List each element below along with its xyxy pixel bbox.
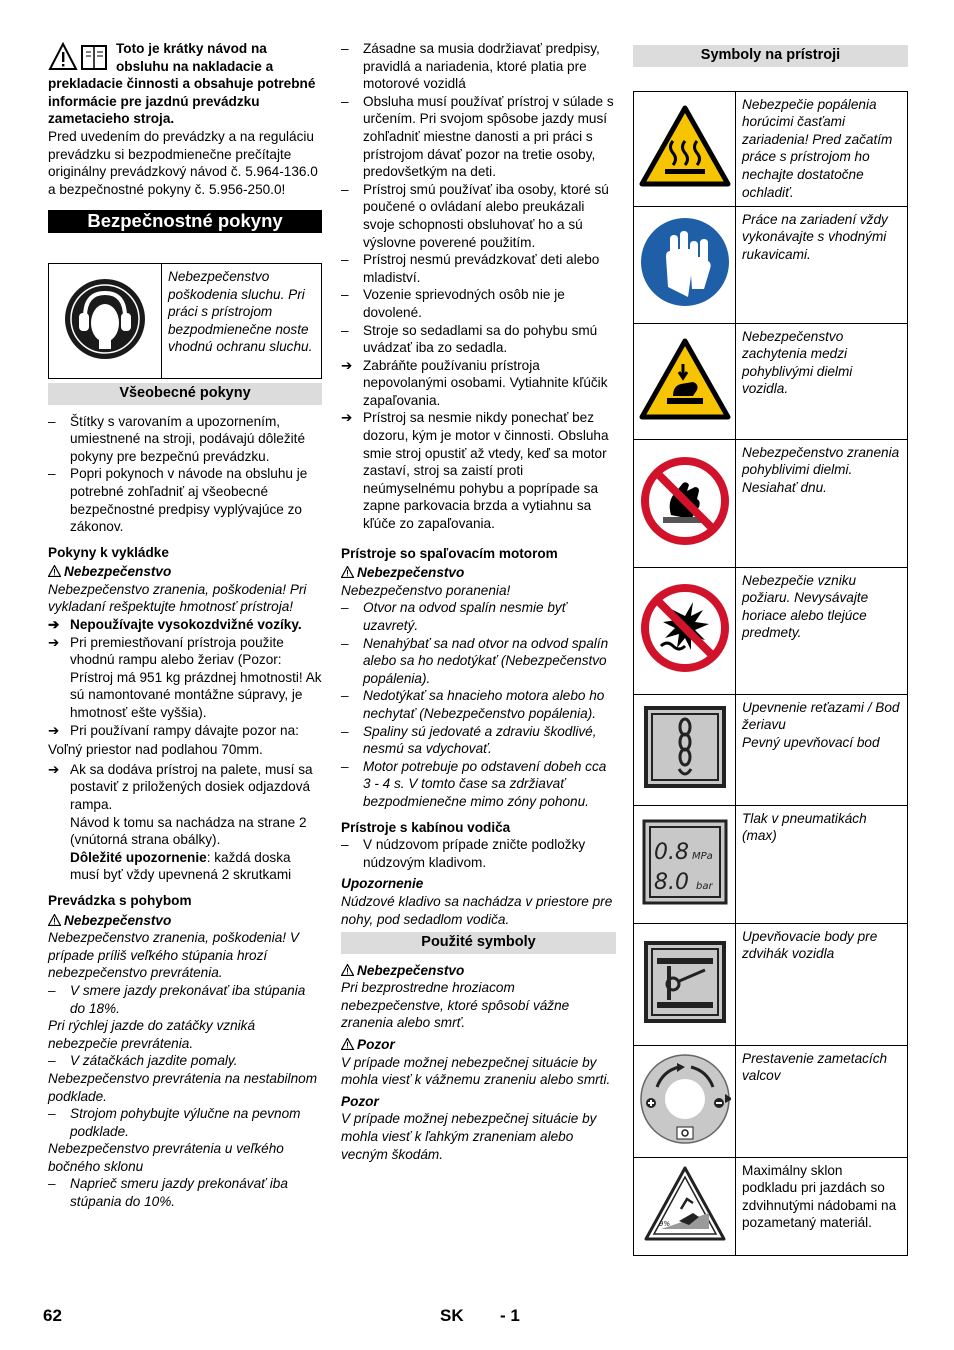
operation-text-2: Pri rýchlej jazde do zatáčky vzniká nebezpečie prevrátenia. bbox=[48, 1018, 256, 1051]
operation-dash-2: – V zátačkách jazdite pomaly. bbox=[48, 1052, 322, 1070]
cab-title: Prístroje s kabínou vodiča bbox=[341, 819, 511, 835]
symbol-text-crush: Nebezpečenstvo zachytenia medzi pohyblivými dielmi vozidla. bbox=[736, 323, 908, 439]
cab-note-title: Upozornenie bbox=[341, 876, 424, 892]
general-item-1: – Štítky s varovaním a upozornením, umiestnené na stroji, podávajú dôležité pokyny pre bezpečnú prevádzku. bbox=[48, 413, 322, 466]
engine-title: Prístroje so spaľovacím motorom bbox=[341, 545, 558, 561]
slope-label: 9% bbox=[658, 1219, 670, 1228]
warning-icon bbox=[341, 566, 354, 578]
engine-text: Nebezpečenstvo poranenia! bbox=[341, 582, 511, 598]
symbol-danger-text: Pri bezprostredne hroziacom nebezpečenstve, ktoré spôsobí vážne zranenia alebo smrť. bbox=[341, 980, 570, 1031]
warning-icon bbox=[341, 1038, 354, 1050]
operation-text-1: Nebezpečenstvo zranenia, poškodenia! V prípade príliš veľkého stúpania hrozí nebezpečenstvo prevrátenia. bbox=[48, 930, 299, 981]
operation-text-3: Nebezpečenstvo prevrátenia na nestabilnom podklade. bbox=[48, 1070, 318, 1104]
column-1 bbox=[48, 40, 322, 1211]
unloading-step-2: ➔ Pri premiestňovaní prístroja použite vhodnú rampu alebo žeriav (Pozor: Prístroj má 951 kg prázdnej hmotnosti! Ak sú namontované montážne súpravy, je hmotnosť ešte vyššia). bbox=[48, 634, 322, 722]
engine-item-5: – Motor potrebuje po odstavení dobeh cca 3 - 4 s. V tomto čase sa zdržiavať bezpodmienečne mimo zóny pohonu. bbox=[341, 758, 616, 811]
operation-dash-4: – Naprieč smeru jazdy prekonávať iba stúpania do 10%. bbox=[48, 1175, 322, 1210]
no-burning-objects-icon bbox=[639, 582, 731, 674]
intro bbox=[48, 40, 322, 198]
engine-item-4: – Spaliny sú jedovaté a zdraviu škodlivé, nesmú sa vdychovať. bbox=[341, 723, 616, 758]
rule-item-5: – Vozenie sprievodných osôb nie je dovolené. bbox=[341, 286, 616, 321]
column-2 bbox=[341, 40, 616, 1163]
pressure-mpa-unit: MPa bbox=[691, 850, 713, 862]
unloading-step-4-sub: Návod k tomu sa nachádza na strane 2 (vnútorná strana obálky). bbox=[70, 814, 307, 848]
warning-icon bbox=[341, 964, 354, 976]
engine-item-1: – Otvor na odvod spalín nesmie byť uzavretý. bbox=[341, 599, 616, 634]
engine-item-3: – Nedotýkať sa hnacieho motora alebo ho nechytať (Nebezpečenstvo popálenia). bbox=[341, 687, 616, 722]
intro-text: Pred uvedením do prevádzky a na reguláciu prevádzku si bezpodmienečne prečítajte originálny prevádzkový návod č. 5.964-136.0 a bezpečnostné pokyny č. 5.956-250.0! bbox=[48, 128, 318, 197]
hearing-protection-box bbox=[48, 263, 322, 379]
rule-item-6: – Stroje so sedadlami sa do pohybu smú uvádzať iba zo sedadla. bbox=[341, 322, 616, 357]
symbol-cell-pressure bbox=[634, 805, 736, 923]
symbol-cell-rollers bbox=[634, 1045, 736, 1157]
unloading-warn-text: Nebezpečenstvo zranenia, poškodenia! Pri vykladaní rešpektujte hmotnosť prístroja! bbox=[48, 581, 307, 615]
pressure-bar-unit: bar bbox=[695, 880, 713, 892]
operation-title: Prevádzka s pohybom bbox=[48, 892, 192, 908]
column-3 bbox=[633, 45, 908, 1256]
symbol-text-gloves: Práce na zariadení vždy vykonávajte s vhodnými rukavicami. bbox=[736, 206, 908, 323]
section-number: - 1 bbox=[500, 1306, 520, 1325]
general-item-2: – Popri pokynoch v návode na obsluhu je potrebné zohľadniť aj všeobecné bezpečnostné predpisy vyplývajúce zo zákonov. bbox=[48, 465, 322, 535]
rule-arrow-2: ➔ Prístroj sa nesmie nikdy ponechať bez dozoru, kým je motor v činnosti. Obsluha smie stroj opustiť až vtedy, keď sa motor zastaví, stroj sa zaistí proti neúmyselnému pohybu a poprípade sa zapne parkovacia brzda a vytiahnu sa kľúče zo zapaľovania. bbox=[341, 409, 616, 532]
symbol-attention-text: V prípade možnej nebezpečnej situácie by mohla viesť k ľahkým zraneniam alebo vecným škodám. bbox=[341, 1111, 597, 1162]
unloading-step-3-sub: Voľný priestor nad podlahou 70mm. bbox=[48, 742, 263, 758]
operation-dash-1: – V smere jazdy prekonávať iba stúpania do 18%. bbox=[48, 982, 322, 1017]
device-symbols-title: Symboly na prístroji bbox=[633, 45, 908, 67]
jack-point-icon bbox=[643, 940, 727, 1024]
pressure-bar-value: 8.0 bbox=[653, 869, 689, 895]
sweeper-roller-adjust-icon bbox=[639, 1053, 731, 1145]
hot-surface-icon bbox=[639, 105, 731, 187]
symbol-text-no-reach: Nebezpečenstvo zranenia pohyblivimi dielmi. Nesiahať dnu. bbox=[736, 439, 908, 567]
unloading-warn: Nebezpečenstvo bbox=[48, 563, 322, 581]
symbol-text-rollers: Prestavenie zametacích valcov bbox=[736, 1045, 908, 1157]
operation-dash-3: – Strojom pohybujte výlučne na pevnom podklade. bbox=[48, 1105, 322, 1140]
symbol-cell-crush bbox=[634, 323, 736, 439]
operation-warn: Nebezpečenstvo bbox=[48, 912, 322, 930]
gloves-icon bbox=[640, 217, 730, 307]
symbol-cell-chain bbox=[634, 694, 736, 805]
engine-warn: Nebezpečenstvo bbox=[341, 564, 616, 582]
symbol-text-jack: Upevňovacie body pre zdvihák vozidla bbox=[736, 923, 908, 1045]
warning-icon bbox=[48, 914, 61, 926]
unloading-title: Pokyny k vykládke bbox=[48, 544, 169, 560]
unloading-step-1: ➔ Nepoužívajte vysokozdvižné vozíky. bbox=[48, 616, 322, 634]
operation-text-4: Nebezpečenstvo prevrátenia u veľkého bočného sklonu bbox=[48, 1141, 284, 1174]
symbol-caution: Pozor bbox=[341, 1036, 616, 1054]
rule-item-3: – Prístroj smú používať iba osoby, ktoré sú poučené o ovládaní alebo preukázali svoje schopnosti obsluhovať ho a sú výslovne poverené použitím. bbox=[341, 181, 616, 251]
engine-item-2: – Nenahýbať sa nad otvor na odvod spalín alebo sa ho nedotýkať (Nebezpečenstvo popálenia). bbox=[341, 635, 616, 688]
symbol-danger: Nebezpečenstvo bbox=[341, 962, 616, 980]
max-slope-icon bbox=[643, 1165, 727, 1243]
chain-lashing-icon bbox=[643, 705, 727, 789]
intro-bold: Toto je krátky návod na obsluhu na nakladacie a prekladacie činnosti a obsahuje potrebné informácie pre jazdnú prevádzku zametacieho stroja. bbox=[48, 41, 316, 127]
symbol-cell-slope bbox=[634, 1157, 736, 1255]
general-title: Všeobecné pokyny bbox=[48, 383, 322, 405]
warning-manual-icon bbox=[48, 42, 110, 72]
no-reach-icon bbox=[639, 455, 731, 547]
rule-item-2: – Obsluha musí používať prístroj v súlade s určením. Pri svojom spôsobe jazdy musí zohľadniť miestne danosti a pri práci s prístrojom dávať pozor na tretie osoby, predovšetkým na deti. bbox=[341, 93, 616, 181]
symbol-text-fire: Nebezpečie vzniku požiaru. Nevysávajte horiace alebo tlejúce predmety. bbox=[736, 567, 908, 694]
symbol-text-pressure: Tlak v pneumatikách (max) bbox=[736, 805, 908, 923]
pressure-mpa-value: 0.8 bbox=[653, 839, 689, 865]
cab-note-text: Núdzové kladivo sa nachádza v priestore pre nohy, pod sedadlom vodiča. bbox=[341, 893, 613, 927]
safety-title: Bezpečnostné pokyny bbox=[48, 210, 322, 233]
symbol-caution-text: V prípade možnej nebezpečnej situácie by mohla viesť k vážnemu zraneniu alebo smrti. bbox=[341, 1054, 611, 1088]
hand-crush-icon bbox=[639, 338, 731, 420]
symbol-text-hot: Nebezpečie popálenia horúcimi časťami zariadenia! Pred začatím práce s prístrojom ho nechajte dostatočne ochladiť. bbox=[736, 91, 908, 206]
page-number: 62 bbox=[43, 1306, 62, 1325]
device-symbols-table bbox=[633, 91, 908, 1256]
tyre-pressure-label bbox=[642, 819, 728, 905]
symbol-cell-hot bbox=[634, 91, 736, 206]
symbol-cell-gloves bbox=[634, 206, 736, 323]
symbol-attention: Pozor bbox=[341, 1093, 379, 1109]
hearing-protection-cell bbox=[49, 263, 162, 378]
symbol-text-slope: Maximálny sklon podkladu pri jazdách so zdvihnutými nádobami na pozametaný materiál. bbox=[736, 1157, 908, 1255]
rule-item-1: – Zásadne sa musia dodržiavať predpisy, pravidlá a nariadenia, ktoré platia pre motorové vozidlá bbox=[341, 40, 616, 93]
used-symbols-title: Použité symboly bbox=[341, 932, 616, 954]
unloading-note: Dôležité upozornenie: každá doska musí byť vždy upevnená 2 skrutkami bbox=[70, 849, 292, 883]
rule-item-4: – Prístroj nesmú prevádzkovať deti alebo mladiství. bbox=[341, 251, 616, 286]
cab-item: – V núdzovom prípade zničte podložky núdzovým kladivom. bbox=[341, 836, 616, 871]
symbol-cell-fire bbox=[634, 567, 736, 694]
unloading-step-3: ➔ Pri používaní rampy dávajte pozor na: bbox=[48, 722, 322, 740]
symbol-cell-jack bbox=[634, 923, 736, 1045]
warning-icon bbox=[48, 565, 61, 577]
hearing-protection-text: Nebezpečenstvo poškodenia sluchu. Pri práci s prístrojom bezpodmienečne noste vhodnú ochranu sluchu. bbox=[162, 263, 322, 378]
symbol-text-chain: Upevnenie reťazami / Bod žeriavu Pevný upevňovací bod bbox=[736, 694, 908, 805]
symbol-cell-no-reach bbox=[634, 439, 736, 567]
hearing-protection-icon bbox=[63, 277, 147, 361]
unloading-step-4: ➔ Ak sa dodáva prístroj na palete, musí sa postaviť z priložených dosiek odjazdová rampa. bbox=[48, 761, 322, 814]
rule-arrow-1: ➔ Zabráňte používaniu prístroja nepovolanými osobami. Vytiahnite kľúčik zapaľovania. bbox=[341, 357, 616, 410]
language-code: SK bbox=[440, 1306, 464, 1325]
